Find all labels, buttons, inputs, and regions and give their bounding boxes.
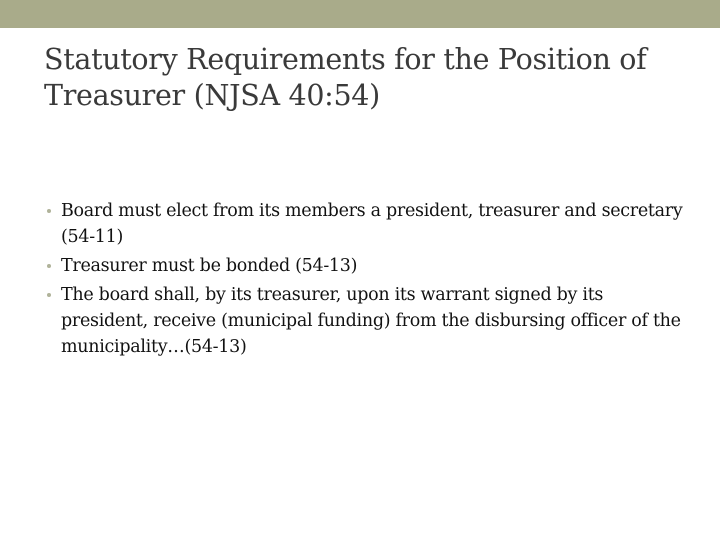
slide-title-line-1: Statutory Requirements for the Position of (44, 43, 647, 76)
top-accent-band (0, 0, 720, 28)
bullet-item (47, 198, 687, 250)
bullet-item (47, 282, 687, 360)
bullet-text: Board must elect from its members a president, treasurer and secretary (54-11) (61, 201, 683, 247)
bullet-text: The board shall, by its treasurer, upon its warrant signed by its president, receive (municipal funding) from the disbursing officer of the municipality…(54-13) (61, 285, 681, 357)
bullet-text: Treasurer must be bonded (54-13) (61, 256, 358, 276)
bullet-list (47, 198, 687, 363)
bullet-dot-icon (47, 209, 51, 213)
bullet-dot-icon (47, 264, 51, 268)
slide-title (44, 42, 694, 114)
slide-title-line-2: Treasurer (NJSA 40:54) (44, 79, 380, 112)
bullet-item (47, 253, 687, 279)
bullet-dot-icon (47, 293, 51, 297)
